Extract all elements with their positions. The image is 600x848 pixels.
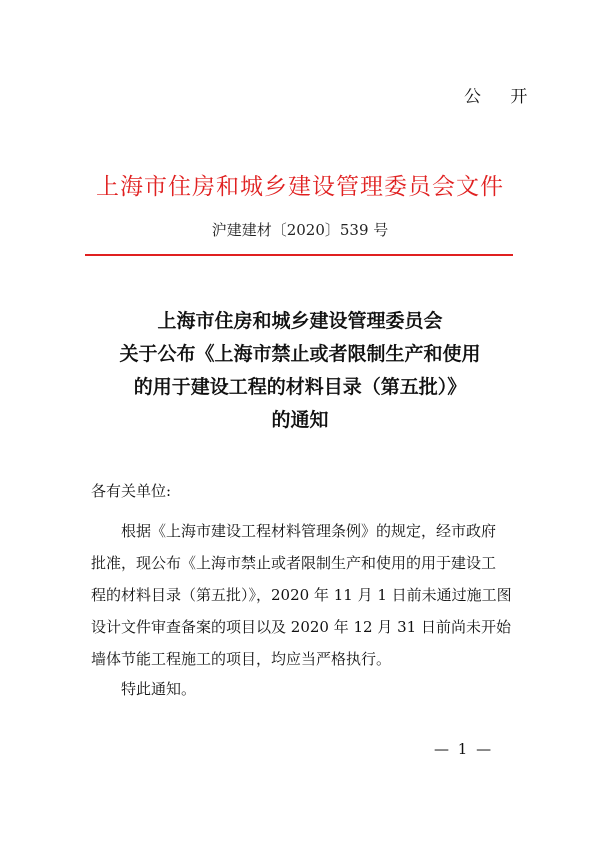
disclosure-mark: 公 开	[464, 87, 540, 107]
body-line: 墙体节能工程施工的项目，均应当严格执行。	[91, 650, 392, 668]
body-line: 程的材料目录（第五批）》，2020 年 11 月 1 日前未通过施工图	[91, 586, 512, 604]
salutation: 各有关单位:	[91, 482, 172, 500]
title-line: 的用于建设工程的材料目录（第五批）》	[133, 376, 467, 398]
body-line: 批准，现公布《上海市禁止或者限制生产和使用的用于建设工	[91, 554, 497, 572]
document-number: 沪建建材〔2020〕539 号	[211, 221, 389, 239]
red-divider	[85, 254, 513, 256]
notice-title	[0, 305, 600, 437]
page-number: — 1 —	[434, 740, 494, 758]
body-paragraph	[91, 515, 511, 675]
title-line: 的通知	[271, 409, 329, 431]
body-line: 设计文件审查备案的项目以及 2020 年 12 月 31 日前尚未开始	[91, 618, 511, 636]
title-line: 上海市住房和城乡建设管理委员会	[157, 310, 443, 332]
issuer-heading: 上海市住房和城乡建设管理委员会文件	[96, 174, 504, 200]
closing-line: 特此通知。	[121, 680, 197, 698]
body-line: 根据《上海市建设工程材料管理条例》的规定，经市政府	[121, 522, 497, 540]
title-line: 关于公布《上海市禁止或者限制生产和使用	[119, 343, 481, 365]
